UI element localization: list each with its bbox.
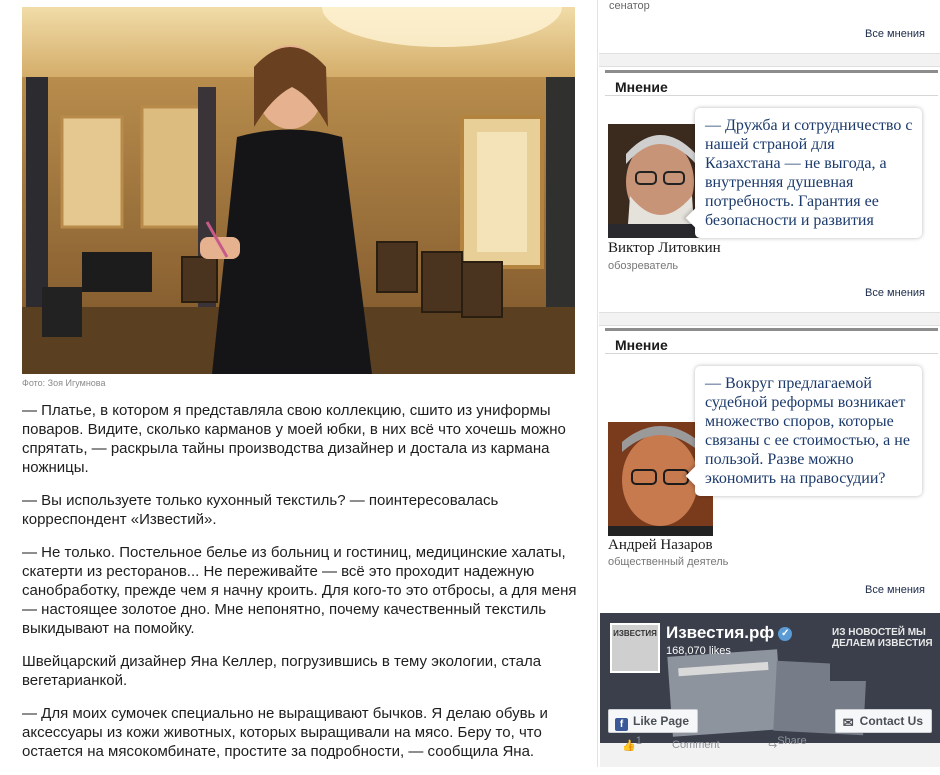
envelope-icon: ✉	[842, 715, 854, 730]
author-name[interactable]: Андрей Назаров	[608, 537, 713, 553]
previous-opinion-role: сенатор	[609, 0, 650, 12]
all-opinions-link[interactable]: Все мнения	[865, 584, 925, 596]
article-paragraph: — Вы используете только кухонный текстиль? — поинтересовалась корреспондент «Известий».	[22, 492, 499, 528]
author-role: общественный деятель	[608, 556, 729, 568]
comment-action[interactable]: Comment	[672, 739, 720, 751]
opinion-quote[interactable]	[695, 366, 922, 496]
facebook-page-widget	[600, 613, 940, 767]
article-body	[22, 401, 577, 775]
article-paragraph: — Для моих сумочек специально не выращивают бычков. Я делаю обувь и аксессуары из кожи животных, которых выращивали на мясо. Беру то, что остается на мясокомбинате, простите за подробности, — сообщила Яна.	[22, 705, 548, 760]
facebook-icon: f	[615, 718, 628, 731]
verified-icon: ✓	[778, 627, 792, 641]
contact-us-label: Contact Us	[859, 714, 923, 728]
quote-text: — Вокруг предлагаемой судебной реформы возникает множество споров, которые связаны с ее стоимостью, а не пользой. Разве можно экономить на правосудии?	[705, 375, 910, 487]
article-paragraph: — Платье, в котором я представляла свою коллекцию, сшито из униформы поваров. Видите, сколько карманов у моей юбки, в них всё что хочешь можно спрятать, — раскрыла тайны производства дизайнер и достала из кармана ножницы.	[22, 402, 566, 476]
opinion-header	[605, 328, 938, 354]
opinion-header	[605, 70, 938, 96]
opinion-block	[599, 70, 940, 310]
opinion-quote[interactable]	[695, 108, 922, 238]
all-opinions-link[interactable]: Все мнения	[865, 287, 925, 299]
photo-caption: Фото: Зоя Игумнова	[22, 378, 106, 388]
column-divider	[597, 0, 598, 767]
block-separator	[599, 53, 940, 67]
facebook-post-actions	[600, 735, 940, 767]
like-count-value: 1	[635, 735, 642, 747]
opinion-block	[599, 328, 940, 608]
article-paragraph: Швейцарский дизайнер Яна Келлер, погрузившись в тему экологии, стала вегетарианкой.	[22, 653, 542, 689]
facebook-cover-text: ИЗ НОВОСТЕЙ МЫ ДЕЛАЕМ ИЗВЕСТИЯ	[832, 627, 933, 649]
like-page-button[interactable]	[608, 709, 698, 733]
share-label: Share	[777, 735, 807, 747]
like-count[interactable]: 👍 1	[622, 735, 642, 752]
share-action[interactable]: ↪ Share	[768, 735, 807, 752]
quote-text: — Дружба и сотрудничество с нашей страной для Казахстана — не выгода, а внутренняя душевная потребность. Гарантия ее безопасности и развития	[705, 117, 913, 229]
contact-us-button[interactable]	[835, 709, 932, 733]
facebook-page-logo[interactable]: ИЗВЕСТИЯ	[610, 623, 660, 673]
facebook-page-name-text[interactable]: Известия.рф	[666, 623, 775, 642]
article-paragraph: — Не только. Постельное белье из больниц и гостиниц, медицинские халаты, скатерти из ресторанов... Не переживайте — всё это проходит надежную санобработку, прежде чем я начну кроить. Для кого-то это отбросы, а для меня — настоящее золотое дно. Мне непонятно, почему качественный текстиль выкидывают на помойку.	[22, 544, 577, 637]
block-separator	[599, 312, 940, 326]
like-page-label: Like Page	[633, 714, 690, 728]
all-opinions-link[interactable]: Все мнения	[865, 28, 925, 40]
opinion-heading: Мнение	[615, 79, 668, 95]
author-name[interactable]: Виктор Литовкин	[608, 240, 721, 256]
author-role: обозреватель	[608, 260, 679, 272]
facebook-likes-count: 168,070 likes	[666, 645, 731, 657]
facebook-page-name[interactable]	[666, 623, 792, 643]
article-photo	[22, 7, 575, 374]
opinion-heading: Мнение	[615, 337, 668, 353]
